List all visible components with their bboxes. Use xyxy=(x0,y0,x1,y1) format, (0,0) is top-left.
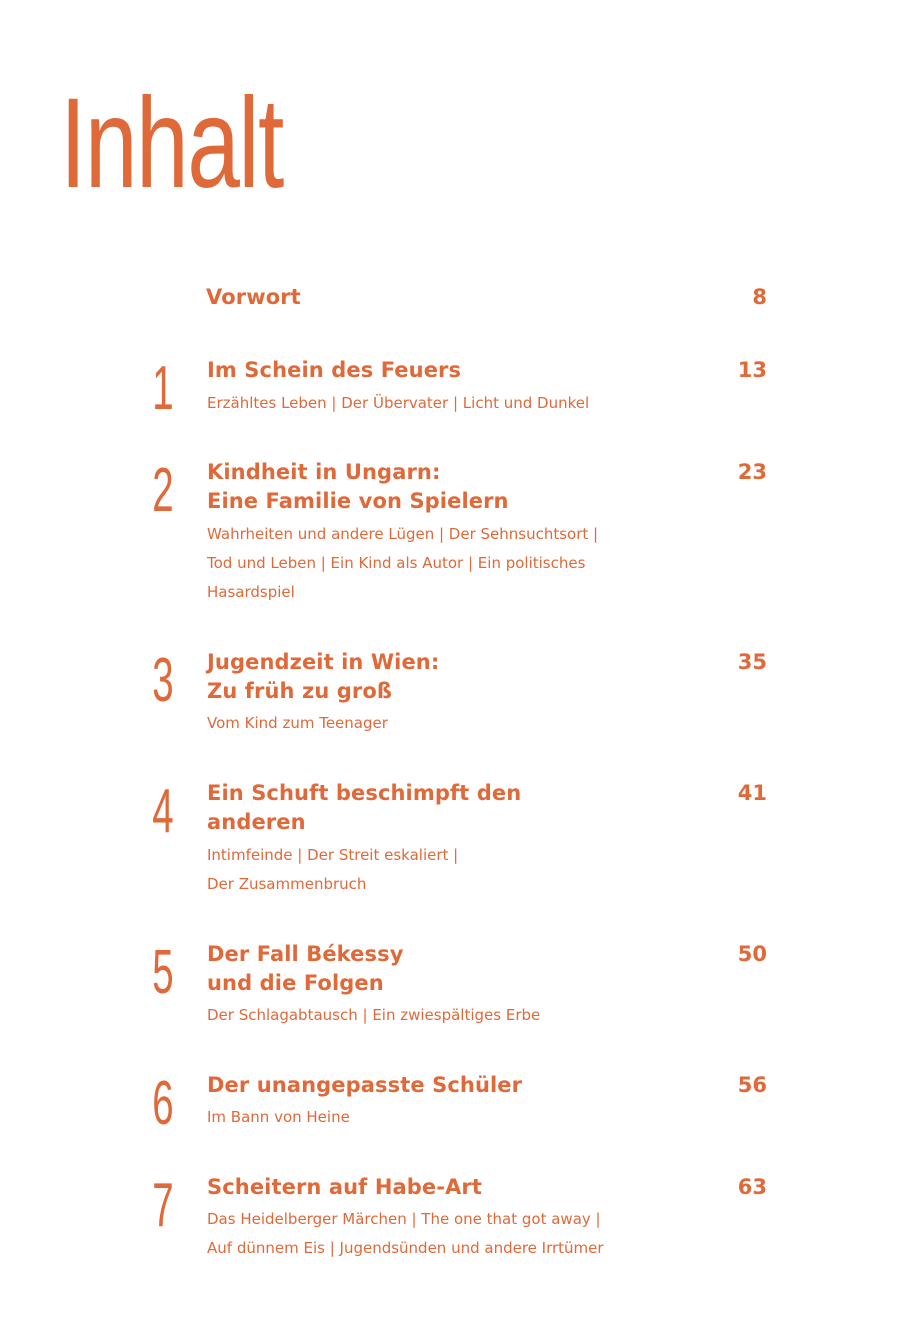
entry-page-number: 50 xyxy=(737,942,767,966)
entry-page-number: 13 xyxy=(737,358,767,382)
chapter-number: 5 xyxy=(152,938,174,1007)
chapter-number: 7 xyxy=(152,1171,174,1240)
entry-title: Scheitern auf Habe-Art xyxy=(207,1175,483,1199)
entry-page-number: 41 xyxy=(737,781,767,805)
entry-subtitle: Im Bann von Heine xyxy=(207,1108,350,1126)
entry-title: Im Schein des Feuers xyxy=(207,358,462,382)
entry-subtitle: Intimfeinde | Der Streit eskaliert | Der Zusammenbruch xyxy=(207,846,459,893)
entry-title: Der unangepasste Schüler xyxy=(207,1073,523,1097)
entry-title: Kindheit in Ungarn: Eine Familie von Spielern xyxy=(207,460,509,513)
chapter-number: 4 xyxy=(152,777,174,846)
entry-subtitle: Der Schlagabtausch | Ein zwiespältiges Erbe xyxy=(207,1006,541,1024)
entry-title: Der Fall Békessy und die Folgen xyxy=(207,942,404,995)
chapter-number: 1 xyxy=(152,354,174,423)
entry-subtitle: Das Heidelberger Märchen | The one that got away | Auf dünnem Eis | Jugendsünden und andere Irrtümer xyxy=(207,1210,604,1257)
chapter-number: 3 xyxy=(152,646,174,715)
entry-page-number: 23 xyxy=(737,460,767,484)
entry-subtitle: Vom Kind zum Teenager xyxy=(207,714,388,732)
chapter-number: 6 xyxy=(152,1069,174,1138)
entry-page-number: 63 xyxy=(737,1175,767,1199)
entry-subtitle: Erzähltes Leben | Der Übervater | Licht und Dunkel xyxy=(207,394,590,412)
entry-page-number: 35 xyxy=(737,650,767,674)
entry-page-number: 8 xyxy=(752,285,767,309)
entry-title: Jugendzeit in Wien: Zu früh zu groß xyxy=(207,650,440,703)
chapter-number: 2 xyxy=(152,456,174,525)
entry-title: Vorwort xyxy=(206,285,301,309)
page-title: Inhalt xyxy=(60,72,283,215)
entry-page-number: 56 xyxy=(737,1073,767,1097)
entry-subtitle: Wahrheiten und andere Lügen | Der Sehnsuchtsort | Tod und Leben | Ein Kind als Autor | Ein politisches Hasardspiel xyxy=(207,525,599,601)
entry-title: Ein Schuft beschimpft den anderen xyxy=(207,781,522,834)
